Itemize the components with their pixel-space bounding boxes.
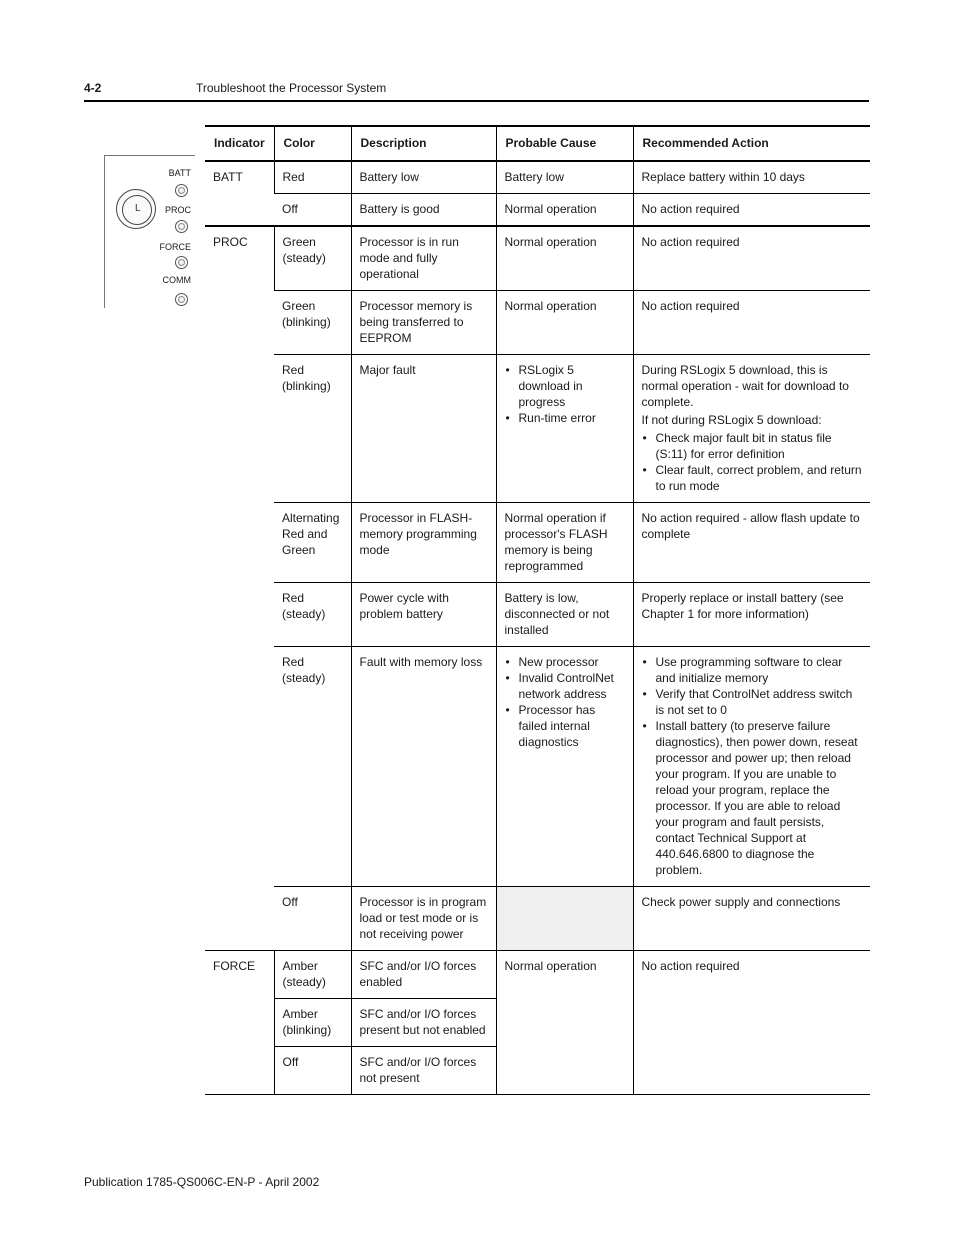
color-text: Green xyxy=(282,235,316,249)
action-cell: Replace battery within 10 days xyxy=(633,161,870,194)
color-cell xyxy=(274,951,351,999)
action-cell xyxy=(633,355,870,503)
column-header: Color xyxy=(274,126,351,161)
action-text: If not during RSLogix 5 download: xyxy=(641,413,822,427)
column-header: Description xyxy=(351,126,496,161)
color-cell xyxy=(274,355,351,503)
color-mode-text: (blinking) xyxy=(282,315,331,329)
color-cell: Off xyxy=(274,887,351,951)
color-cell xyxy=(274,291,351,355)
cause-cell: Battery is low, disconnected or not installed xyxy=(496,583,633,647)
table-row xyxy=(205,194,870,227)
page-header xyxy=(84,80,869,102)
cause-cell: Normal operation xyxy=(496,194,633,227)
cause-cell: Normal operation xyxy=(496,226,633,291)
led-indicator-panel xyxy=(104,155,195,308)
cause-bullet: • Processor has failed internal diagnostics xyxy=(519,702,625,750)
column-header: Recommended Action xyxy=(633,126,870,161)
troubleshooting-table xyxy=(205,125,870,1095)
color-mode-text: (blinking) xyxy=(282,379,331,393)
description-cell: Battery is good xyxy=(351,194,496,227)
description-cell: Processor is in program load or test mode or is not receiving power xyxy=(351,887,496,951)
table-row xyxy=(205,583,870,647)
description-cell: Processor is in run mode and fully operational xyxy=(351,226,496,291)
action-cell: Properly replace or install battery (see Chapter 1 for more information) xyxy=(633,583,870,647)
indicator-cell: BATT xyxy=(205,161,274,226)
color-cell xyxy=(274,647,351,887)
color-cell: Red xyxy=(274,161,351,194)
description-cell: Processor memory is being transferred to EEPROM xyxy=(351,291,496,355)
description-cell: Major fault xyxy=(351,355,496,503)
section-title: Troubleshoot the Processor System xyxy=(196,81,387,95)
cause-cell: Normal operation if processor's FLASH memory is being reprogrammed xyxy=(496,503,633,583)
cause-bullet: • RSLogix 5 download in progress xyxy=(519,362,625,410)
color-text: Red xyxy=(282,591,305,605)
cause-cell: Normal operation xyxy=(496,951,633,1095)
color-cell xyxy=(274,226,351,291)
color-cell: Off xyxy=(274,1047,351,1095)
cause-cell: Battery low xyxy=(496,161,633,194)
action-bullet: • Verify that ControlNet address switch is not set to 0 xyxy=(656,686,863,718)
action-cell: No action required - allow flash update to complete xyxy=(633,503,870,583)
keyswitch-mark: L xyxy=(135,203,141,214)
cause-cell: Normal operation xyxy=(496,291,633,355)
color-text: Red xyxy=(282,655,305,669)
cause-bullet: • New processor xyxy=(519,654,625,670)
comm-led-icon xyxy=(175,293,188,306)
keyswitch-icon xyxy=(116,189,156,229)
indicator-cell: PROC xyxy=(205,226,274,951)
color-text: Green xyxy=(282,299,316,313)
cause-cell xyxy=(496,647,633,887)
table-row xyxy=(205,161,870,194)
cause-bullet: • Run-time error xyxy=(519,410,625,426)
batt-led-icon xyxy=(175,184,188,197)
color-mode-text: (steady) xyxy=(282,607,326,621)
page-number: 4-2 xyxy=(84,81,102,95)
led-label-proc: PROC xyxy=(164,205,191,215)
publication-footer: Publication 1785-QS006C-EN-P - April 2002 xyxy=(84,1175,320,1189)
cause-cell xyxy=(496,887,633,951)
description-cell: Processor in FLASH-memory programming mode xyxy=(351,503,496,583)
color-mode-text: (steady) xyxy=(282,975,326,989)
action-cell: No action required xyxy=(633,291,870,355)
color-cell xyxy=(274,999,351,1047)
color-mode-text: (blinking) xyxy=(282,1023,332,1037)
description-cell: Power cycle with problem battery xyxy=(351,583,496,647)
color-mode-text: (steady) xyxy=(282,671,326,685)
proc-led-icon xyxy=(175,220,188,233)
action-bullet: • Install battery (to preserve failure diagnostics), then power down, reseat processor and power up; then reload your program. If you are unable to reload your program, replace the processor. If you are able to reload your program and fault persists, contact Technical Support at 440.646.6800 to diagnose the problem. xyxy=(656,718,863,878)
color-cell: Off xyxy=(274,194,351,227)
table-row xyxy=(205,291,870,355)
action-cell: No action required xyxy=(633,194,870,227)
action-text: During RSLogix 5 download, this is normal operation - wait for download to complete. xyxy=(641,363,849,409)
indicator-cell: FORCE xyxy=(205,951,274,1095)
cause-bullet: • Invalid ControlNet network address xyxy=(519,670,625,702)
column-header: Indicator xyxy=(205,126,274,161)
description-cell: Fault with memory loss xyxy=(351,647,496,887)
force-led-icon xyxy=(175,256,188,269)
color-mode-text: (steady) xyxy=(282,251,326,265)
color-cell: Alternating Red and Green xyxy=(274,503,351,583)
cause-cell xyxy=(496,355,633,503)
color-text: Red xyxy=(282,363,305,377)
table-row xyxy=(205,226,870,291)
action-bullet: • Check major fault bit in status file (S:11) for error definition xyxy=(656,430,863,462)
color-cell xyxy=(274,583,351,647)
column-header: Probable Cause xyxy=(496,126,633,161)
action-bullet: • Use programming software to clear and initialize memory xyxy=(656,654,863,686)
table-row xyxy=(205,951,870,999)
description-cell: Battery low xyxy=(351,161,496,194)
color-text: Amber xyxy=(282,959,318,973)
table-row xyxy=(205,887,870,951)
table-row xyxy=(205,355,870,503)
action-cell: No action required xyxy=(633,951,870,1095)
led-label-comm: COMM xyxy=(162,275,191,285)
description-cell: SFC and/or I/O forces present but not enabled xyxy=(351,999,496,1047)
table-row xyxy=(205,503,870,583)
action-cell xyxy=(633,647,870,887)
color-text: Amber xyxy=(282,1007,318,1021)
led-label-batt: BATT xyxy=(168,168,191,178)
action-cell: Check power supply and connections xyxy=(633,887,870,951)
description-cell: SFC and/or I/O forces not present xyxy=(351,1047,496,1095)
table-row xyxy=(205,647,870,887)
action-bullet: • Clear fault, correct problem, and return to run mode xyxy=(656,462,863,494)
table-header-row xyxy=(205,126,870,161)
description-cell: SFC and/or I/O forces enabled xyxy=(351,951,496,999)
led-label-force: FORCE xyxy=(159,242,191,252)
action-cell: No action required xyxy=(633,226,870,291)
